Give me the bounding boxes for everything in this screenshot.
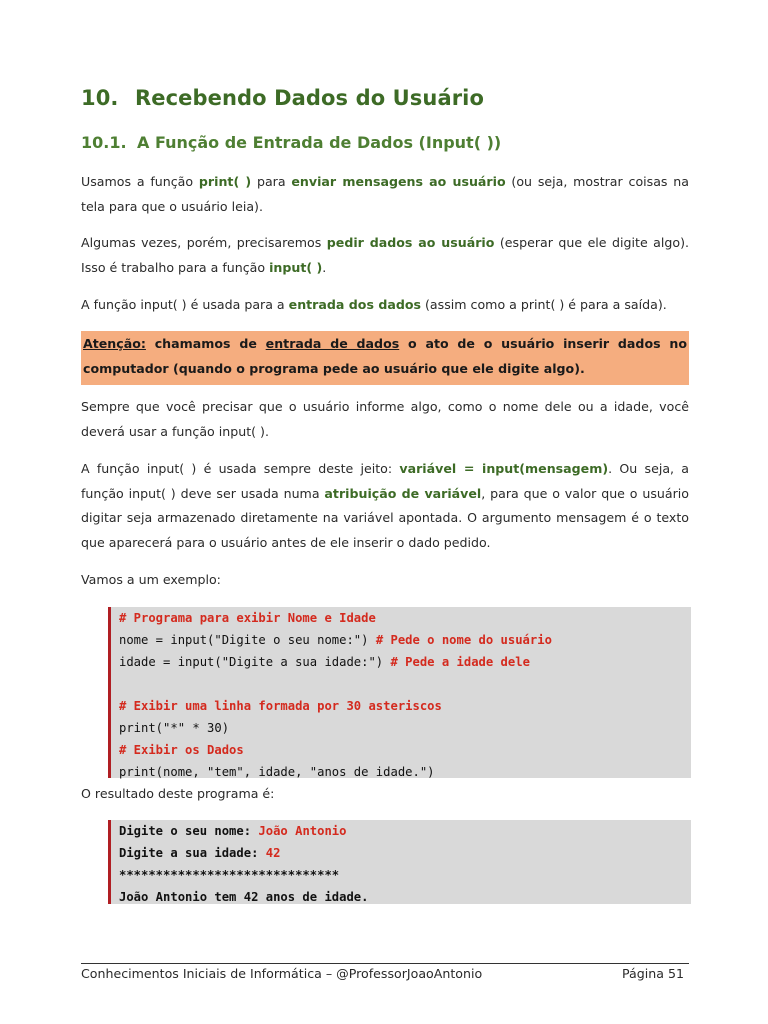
chapter-number: 10. xyxy=(81,86,119,110)
paragraph-result: O resultado deste programa é: xyxy=(81,786,275,801)
p1-keyword-send: enviar mensagens ao usuário xyxy=(291,174,506,189)
page-number: Página 51 xyxy=(622,966,684,981)
code-line-blank xyxy=(119,673,691,695)
code-line: # Exibir uma linha formada por 30 asteriscos xyxy=(119,699,442,713)
paragraph-example: Vamos a um exemplo: xyxy=(81,572,221,587)
p5-text-e: , para que o valor que o usuário digitar seja armazenado diretamente na variável apontada. O argumento mensagem é o texto que aparecerá para o usuário antes de ele inserir o dado pedido. xyxy=(81,485,689,550)
p3-keyword-entrada: entrada dos dados xyxy=(288,297,422,312)
paragraph-input xyxy=(81,231,689,280)
footer-divider xyxy=(81,963,689,964)
p5-text-c: . Ou seja, a função input( ) deve ser usada numa xyxy=(81,461,689,501)
paragraph-entrada xyxy=(81,293,689,318)
code-block xyxy=(108,607,691,778)
section-number: 10.1. xyxy=(81,133,127,152)
paragraph-print xyxy=(81,170,689,219)
p1-text-e: (ou seja, mostrar coisas na tela para que o usuário leia). xyxy=(81,174,689,214)
attention-label: Atenção: xyxy=(83,336,146,351)
p2-text-c: (esperar que ele digite algo). Isso é trabalho para a função xyxy=(81,235,690,275)
p1-text-c: para xyxy=(251,174,292,189)
code-line: idade = input("Digite a sua idade:") # Pede a idade dele xyxy=(119,655,530,669)
paragraph-sempre: Sempre que você precisar que o usuário informe algo, como o nome dele ou a idade, você deverá usar a função input( ). xyxy=(81,399,689,439)
p5-keyword-assign: atribuição de variável xyxy=(324,485,482,501)
p5-keyword-syntax: variável = input(mensagem) xyxy=(399,461,609,476)
p2-keyword-input: input( ) xyxy=(269,259,323,275)
code-line: nome = input("Digite o seu nome:") # Pede o nome do usuário xyxy=(119,633,552,647)
p2-text-a: Algumas vezes, porém, precisaremos xyxy=(81,235,327,250)
section-title: A Função de Entrada de Dados (Input( )) xyxy=(137,133,502,152)
output-line: Digite o seu nome: João Antonio xyxy=(119,824,347,838)
chapter-heading xyxy=(81,86,484,110)
p2-keyword-ask: pedir dados ao usuário xyxy=(326,235,495,250)
code-line: print("*" * 30) xyxy=(119,721,230,735)
attention-text-a: chamamos de xyxy=(145,336,266,351)
attention-term: entrada de dados xyxy=(265,336,400,351)
p2-text-e: . xyxy=(322,259,327,275)
output-line: João Antonio tem 42 anos de idade. xyxy=(119,890,369,904)
paragraph-syntax xyxy=(81,457,689,555)
attention-callout xyxy=(81,331,689,385)
p1-keyword-print: print( ) xyxy=(198,174,252,189)
p3-text-c: (assim como a print( ) é para a saída). xyxy=(421,297,667,312)
output-block xyxy=(108,820,691,904)
section-heading xyxy=(81,133,501,152)
output-line: ****************************** xyxy=(119,868,340,882)
output-line: Digite a sua idade: 42 xyxy=(119,846,281,860)
attention-text-b: o ato de o usuário inserir dados no computador (quando o programa pede ao usuário que ele digite algo). xyxy=(83,336,687,376)
chapter-title: Recebendo Dados do Usuário xyxy=(135,86,484,110)
p3-text-a: A função input( ) é usada para a xyxy=(81,297,289,312)
code-line: # Programa para exibir Nome e Idade xyxy=(119,611,376,625)
footer-title: Conhecimentos Iniciais de Informática – @ProfessorJoaoAntonio xyxy=(81,966,483,981)
code-line: print(nome, "tem", idade, "anos de idade.") xyxy=(119,765,435,779)
code-line: # Exibir os Dados xyxy=(119,743,244,757)
p1-text-a: Usamos a função xyxy=(81,174,199,189)
p5-text-a: A função input( ) é usada sempre deste jeito: xyxy=(81,461,400,476)
